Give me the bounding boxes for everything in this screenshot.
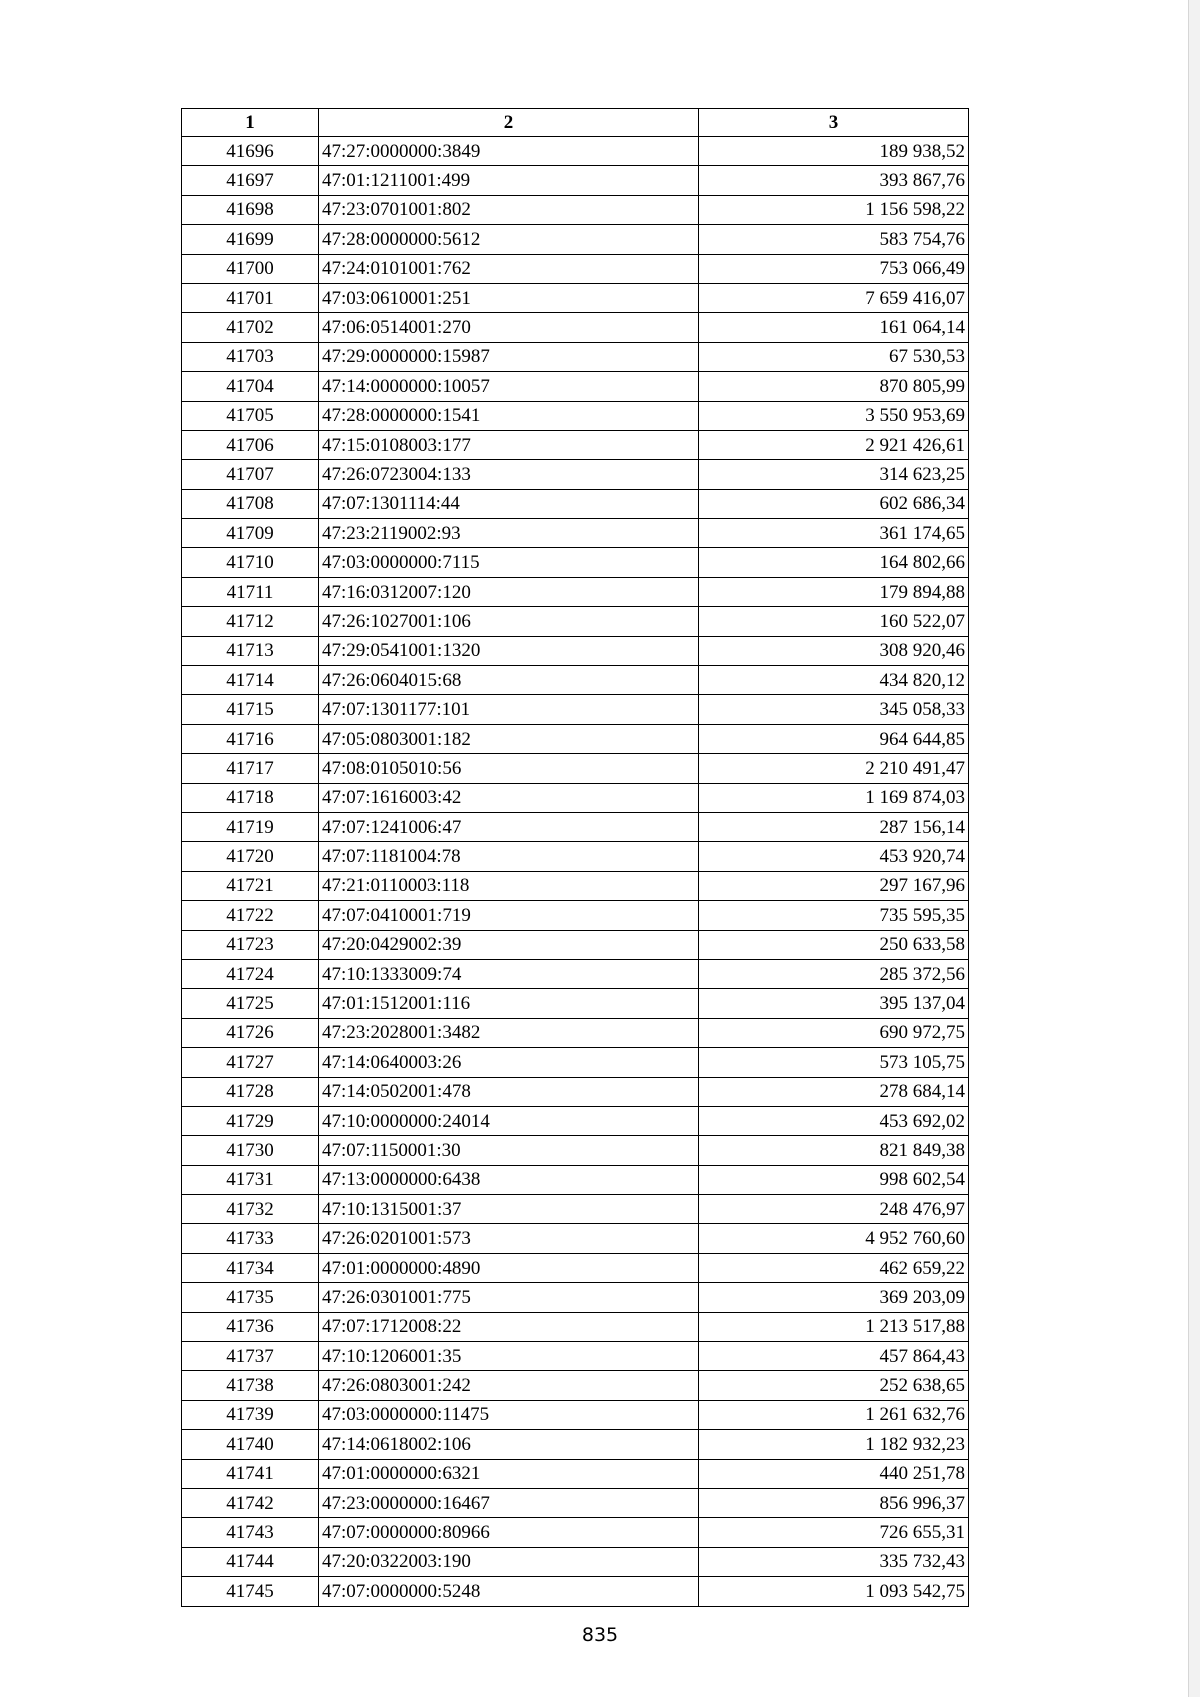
cadastral-number-cell: 47:07:1712008:22 xyxy=(319,1312,699,1341)
value-cell: 164 802,66 xyxy=(699,548,969,577)
cadastral-number-cell: 47:03:0000000:7115 xyxy=(319,548,699,577)
value-cell: 1 093 542,75 xyxy=(699,1577,969,1606)
table-row xyxy=(182,460,969,489)
cadastral-number-cell: 47:06:0514001:270 xyxy=(319,313,699,342)
cadastral-number-cell: 47:23:0000000:16467 xyxy=(319,1488,699,1517)
header-cell-1: 1 xyxy=(182,109,319,137)
row-number-cell: 41726 xyxy=(182,1018,319,1047)
row-number-cell: 41741 xyxy=(182,1459,319,1488)
value-cell: 285 372,56 xyxy=(699,959,969,988)
value-cell: 821 849,38 xyxy=(699,1136,969,1165)
table-row xyxy=(182,812,969,841)
table-row xyxy=(182,1400,969,1429)
row-number-cell: 41729 xyxy=(182,1106,319,1135)
table-row xyxy=(182,695,969,724)
value-cell: 457 864,43 xyxy=(699,1342,969,1371)
cadastral-number-cell: 47:14:0618002:106 xyxy=(319,1430,699,1459)
value-cell: 453 920,74 xyxy=(699,842,969,871)
value-cell: 856 996,37 xyxy=(699,1488,969,1517)
row-number-cell: 41727 xyxy=(182,1048,319,1077)
value-cell: 870 805,99 xyxy=(699,372,969,401)
table-row xyxy=(182,519,969,548)
cadastral-number-cell: 47:05:0803001:182 xyxy=(319,724,699,753)
value-cell: 573 105,75 xyxy=(699,1048,969,1077)
cadastral-number-cell: 47:14:0000000:10057 xyxy=(319,372,699,401)
cadastral-number-cell: 47:07:1616003:42 xyxy=(319,783,699,812)
cadastral-number-cell: 47:07:0000000:5248 xyxy=(319,1577,699,1606)
table-row xyxy=(182,783,969,812)
value-cell: 602 686,34 xyxy=(699,489,969,518)
row-number-cell: 41724 xyxy=(182,959,319,988)
row-number-cell: 41737 xyxy=(182,1342,319,1371)
row-number-cell: 41697 xyxy=(182,166,319,195)
cadastral-number-cell: 47:29:0541001:1320 xyxy=(319,636,699,665)
cadastral-number-cell: 47:13:0000000:6438 xyxy=(319,1165,699,1194)
table-row xyxy=(182,225,969,254)
value-cell: 160 522,07 xyxy=(699,607,969,636)
row-number-cell: 41699 xyxy=(182,225,319,254)
table-row xyxy=(182,724,969,753)
table-row xyxy=(182,959,969,988)
row-number-cell: 41712 xyxy=(182,607,319,636)
cadastral-number-cell: 47:07:0000000:80966 xyxy=(319,1518,699,1547)
value-cell: 462 659,22 xyxy=(699,1253,969,1282)
table-row xyxy=(182,372,969,401)
value-cell: 287 156,14 xyxy=(699,812,969,841)
row-number-cell: 41713 xyxy=(182,636,319,665)
table-row xyxy=(182,195,969,224)
table-row xyxy=(182,1577,969,1606)
cadastral-number-cell: 47:10:1206001:35 xyxy=(319,1342,699,1371)
value-cell: 361 174,65 xyxy=(699,519,969,548)
cadastral-number-cell: 47:15:0108003:177 xyxy=(319,430,699,459)
table-row xyxy=(182,989,969,1018)
row-number-cell: 41738 xyxy=(182,1371,319,1400)
table-row xyxy=(182,1430,969,1459)
table-row xyxy=(182,1048,969,1077)
row-number-cell: 41700 xyxy=(182,254,319,283)
row-number-cell: 41698 xyxy=(182,195,319,224)
table-row xyxy=(182,871,969,900)
row-number-cell: 41735 xyxy=(182,1283,319,1312)
cadastral-number-cell: 47:24:0101001:762 xyxy=(319,254,699,283)
value-cell: 369 203,09 xyxy=(699,1283,969,1312)
cadastral-number-cell: 47:27:0000000:3849 xyxy=(319,137,699,166)
table-row xyxy=(182,842,969,871)
value-cell: 308 920,46 xyxy=(699,636,969,665)
value-cell: 67 530,53 xyxy=(699,342,969,371)
table-row xyxy=(182,754,969,783)
row-number-cell: 41707 xyxy=(182,460,319,489)
cadastral-number-cell: 47:07:1181004:78 xyxy=(319,842,699,871)
value-cell: 440 251,78 xyxy=(699,1459,969,1488)
cadastral-number-cell: 47:07:1301177:101 xyxy=(319,695,699,724)
cadastral-number-cell: 47:29:0000000:15987 xyxy=(319,342,699,371)
header-cell-3: 3 xyxy=(699,109,969,137)
table-row xyxy=(182,283,969,312)
table-row xyxy=(182,137,969,166)
cadastral-number-cell: 47:10:0000000:24014 xyxy=(319,1106,699,1135)
value-cell: 179 894,88 xyxy=(699,577,969,606)
value-cell: 335 732,43 xyxy=(699,1547,969,1576)
cadastral-number-cell: 47:03:0000000:11475 xyxy=(319,1400,699,1429)
cadastral-number-cell: 47:01:1211001:499 xyxy=(319,166,699,195)
cadastral-number-cell: 47:28:0000000:5612 xyxy=(319,225,699,254)
cadastral-number-cell: 47:23:0701001:802 xyxy=(319,195,699,224)
value-cell: 3 550 953,69 xyxy=(699,401,969,430)
cadastral-number-cell: 47:10:1315001:37 xyxy=(319,1195,699,1224)
value-cell: 1 182 932,23 xyxy=(699,1430,969,1459)
row-number-cell: 41704 xyxy=(182,372,319,401)
header-cell-2: 2 xyxy=(319,109,699,137)
row-number-cell: 41706 xyxy=(182,430,319,459)
cadastral-number-cell: 47:23:2028001:3482 xyxy=(319,1018,699,1047)
table-row xyxy=(182,1165,969,1194)
table-row xyxy=(182,1018,969,1047)
table-row xyxy=(182,901,969,930)
value-cell: 297 167,96 xyxy=(699,871,969,900)
table-row xyxy=(182,1195,969,1224)
cadastral-number-cell: 47:03:0610001:251 xyxy=(319,283,699,312)
row-number-cell: 41716 xyxy=(182,724,319,753)
table-row xyxy=(182,1312,969,1341)
row-number-cell: 41742 xyxy=(182,1488,319,1517)
table-row xyxy=(182,607,969,636)
table-row xyxy=(182,666,969,695)
row-number-cell: 41717 xyxy=(182,754,319,783)
cadastral-number-cell: 47:01:0000000:4890 xyxy=(319,1253,699,1282)
table-row xyxy=(182,1371,969,1400)
row-number-cell: 41744 xyxy=(182,1547,319,1576)
row-number-cell: 41710 xyxy=(182,548,319,577)
table-row xyxy=(182,1077,969,1106)
cadastral-number-cell: 47:07:0410001:719 xyxy=(319,901,699,930)
row-number-cell: 41745 xyxy=(182,1577,319,1606)
row-number-cell: 41722 xyxy=(182,901,319,930)
table-row xyxy=(182,313,969,342)
cadastral-number-cell: 47:01:0000000:6321 xyxy=(319,1459,699,1488)
cadastral-number-cell: 47:07:1241006:47 xyxy=(319,812,699,841)
value-cell: 2 210 491,47 xyxy=(699,754,969,783)
value-cell: 1 213 517,88 xyxy=(699,1312,969,1341)
row-number-cell: 41725 xyxy=(182,989,319,1018)
table-row xyxy=(182,1547,969,1576)
row-number-cell: 41740 xyxy=(182,1430,319,1459)
cadastral-number-cell: 47:21:0110003:118 xyxy=(319,871,699,900)
cadastral-number-cell: 47:07:1150001:30 xyxy=(319,1136,699,1165)
value-cell: 753 066,49 xyxy=(699,254,969,283)
cadastral-number-cell: 47:10:1333009:74 xyxy=(319,959,699,988)
value-cell: 7 659 416,07 xyxy=(699,283,969,312)
table-row xyxy=(182,930,969,959)
value-cell: 1 156 598,22 xyxy=(699,195,969,224)
value-cell: 1 169 874,03 xyxy=(699,783,969,812)
cadastral-number-cell: 47:14:0502001:478 xyxy=(319,1077,699,1106)
value-cell: 248 476,97 xyxy=(699,1195,969,1224)
table-row xyxy=(182,1488,969,1517)
cadastral-number-cell: 47:26:0201001:573 xyxy=(319,1224,699,1253)
table-row xyxy=(182,1224,969,1253)
row-number-cell: 41715 xyxy=(182,695,319,724)
row-number-cell: 41702 xyxy=(182,313,319,342)
row-number-cell: 41743 xyxy=(182,1518,319,1547)
table-header xyxy=(182,109,969,137)
table-row xyxy=(182,577,969,606)
table-row xyxy=(182,1106,969,1135)
cadastral-number-cell: 47:20:0322003:190 xyxy=(319,1547,699,1576)
table-row xyxy=(182,1518,969,1547)
value-cell: 161 064,14 xyxy=(699,313,969,342)
row-number-cell: 41719 xyxy=(182,812,319,841)
table-row xyxy=(182,430,969,459)
value-cell: 690 972,75 xyxy=(699,1018,969,1047)
table-row xyxy=(182,342,969,371)
row-number-cell: 41733 xyxy=(182,1224,319,1253)
value-cell: 735 595,35 xyxy=(699,901,969,930)
value-cell: 453 692,02 xyxy=(699,1106,969,1135)
value-cell: 964 644,85 xyxy=(699,724,969,753)
cadastral-number-cell: 47:14:0640003:26 xyxy=(319,1048,699,1077)
cadastral-number-cell: 47:26:0604015:68 xyxy=(319,666,699,695)
value-cell: 250 633,58 xyxy=(699,930,969,959)
value-cell: 314 623,25 xyxy=(699,460,969,489)
cadastral-number-cell: 47:20:0429002:39 xyxy=(319,930,699,959)
table-row xyxy=(182,1136,969,1165)
cadastral-number-cell: 47:16:0312007:120 xyxy=(319,577,699,606)
cadastral-number-cell: 47:26:1027001:106 xyxy=(319,607,699,636)
data-table xyxy=(181,108,969,1607)
cadastral-number-cell: 47:28:0000000:1541 xyxy=(319,401,699,430)
row-number-cell: 41723 xyxy=(182,930,319,959)
cadastral-number-cell: 47:26:0803001:242 xyxy=(319,1371,699,1400)
row-number-cell: 41734 xyxy=(182,1253,319,1282)
page-number: 835 xyxy=(581,1624,619,1646)
table-row xyxy=(182,401,969,430)
row-number-cell: 41711 xyxy=(182,577,319,606)
page-edge xyxy=(1188,0,1200,1697)
row-number-cell: 41714 xyxy=(182,666,319,695)
value-cell: 252 638,65 xyxy=(699,1371,969,1400)
row-number-cell: 41720 xyxy=(182,842,319,871)
row-number-cell: 41730 xyxy=(182,1136,319,1165)
header-row xyxy=(182,109,969,137)
table-row xyxy=(182,1459,969,1488)
value-cell: 726 655,31 xyxy=(699,1518,969,1547)
table-row xyxy=(182,636,969,665)
value-cell: 2 921 426,61 xyxy=(699,430,969,459)
value-cell: 189 938,52 xyxy=(699,137,969,166)
row-number-cell: 41728 xyxy=(182,1077,319,1106)
row-number-cell: 41701 xyxy=(182,283,319,312)
row-number-cell: 41718 xyxy=(182,783,319,812)
table-row xyxy=(182,1283,969,1312)
value-cell: 4 952 760,60 xyxy=(699,1224,969,1253)
row-number-cell: 41739 xyxy=(182,1400,319,1429)
row-number-cell: 41705 xyxy=(182,401,319,430)
row-number-cell: 41708 xyxy=(182,489,319,518)
table-body xyxy=(182,137,969,1607)
table-row xyxy=(182,1342,969,1371)
table-row xyxy=(182,254,969,283)
table-row xyxy=(182,548,969,577)
row-number-cell: 41703 xyxy=(182,342,319,371)
row-number-cell: 41732 xyxy=(182,1195,319,1224)
value-cell: 583 754,76 xyxy=(699,225,969,254)
cadastral-number-cell: 47:26:0723004:133 xyxy=(319,460,699,489)
table-row xyxy=(182,166,969,195)
value-cell: 998 602,54 xyxy=(699,1165,969,1194)
row-number-cell: 41731 xyxy=(182,1165,319,1194)
cadastral-number-cell: 47:01:1512001:116 xyxy=(319,989,699,1018)
cadastral-number-cell: 47:23:2119002:93 xyxy=(319,519,699,548)
value-cell: 393 867,76 xyxy=(699,166,969,195)
row-number-cell: 41696 xyxy=(182,137,319,166)
cadastral-number-cell: 47:07:1301114:44 xyxy=(319,489,699,518)
value-cell: 345 058,33 xyxy=(699,695,969,724)
value-cell: 434 820,12 xyxy=(699,666,969,695)
table-row xyxy=(182,1253,969,1282)
cadastral-number-cell: 47:26:0301001:775 xyxy=(319,1283,699,1312)
value-cell: 1 261 632,76 xyxy=(699,1400,969,1429)
value-cell: 278 684,14 xyxy=(699,1077,969,1106)
row-number-cell: 41736 xyxy=(182,1312,319,1341)
row-number-cell: 41721 xyxy=(182,871,319,900)
value-cell: 395 137,04 xyxy=(699,989,969,1018)
table-row xyxy=(182,489,969,518)
cadastral-number-cell: 47:08:0105010:56 xyxy=(319,754,699,783)
row-number-cell: 41709 xyxy=(182,519,319,548)
